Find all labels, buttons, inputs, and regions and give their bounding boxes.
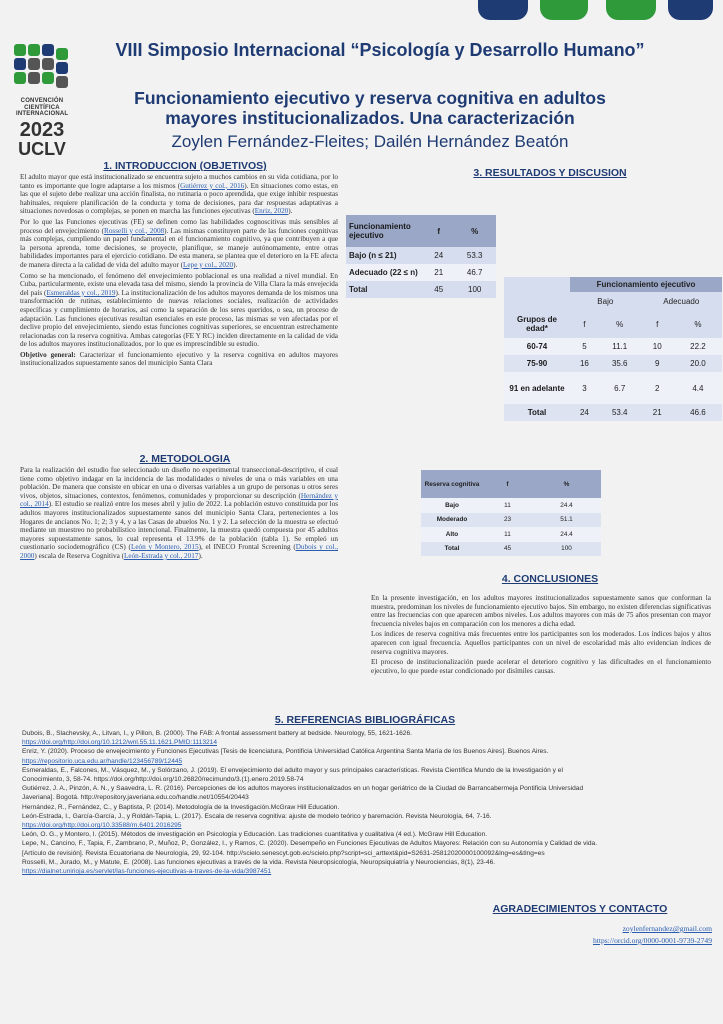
table-row: Total 24 53.4 21 46.6	[504, 404, 722, 421]
reference-line: Esmeraldas, E., Falcones, M., Vásquez, M., y Solórzano, J. (2019). El envejecimiento del adulto mayor y sus principales características. Revista Científica Mundo de la Investigación y el	[22, 766, 563, 774]
event-title: VIII Simposio Internacional “Psicología y Desarrollo Humano”	[115, 40, 645, 60]
intro-body: El adulto mayor que está institucionalizado se encuentra sujeto a muchos cambios en su vida cotidiana, por lo tanto es importante que logre adaptarse a los mismos (Gutiérrez y col., 2016). En situaciones como estas, en las que el sujeto debe realizar una acción finalista, no rutinaria o poco aprendida, que exige inhibir respuestas habituales, requiere planificación de la conducta y toma de decisiones, para dar respuestas adaptativas a situaciones novedosas o complejas, se ponen en marcha las funciones ejecutivas (Enriz, 2020). Por lo que las Funciones ejecutivas (FE) se definen como las habilidades cognoscitivas más sensibles al proceso del envejecimiento (Rosselli y col., 2008). Las mismas constituyen parte de las funciones cognitivas más complejas, cumpliendo un papel fundamental en el funcionamiento cognitivo, ya que contribuyen a que la persona aprenda, tome decisiones, se proyecte, planifique, se maneje autónomamente, entre otras habilidades importantes para el ejercicio cotidiano. De esta manera, se plantea que el deterioro en la FE afecta de manera directa a la calidad de vida del adulto mayor (Lepe y col., 2020). Como se ha mencionado, el fenómeno del envejecimiento poblacional es una realidad a nivel mundial. En Cuba, particularmente, existe una elevada tasa del mismo, siendo la provincia de Villa Clara la más envejecida del país (Esmeraldas y col., 2019). La institucionalización de los adultos mayores demanda de los mismos una transformación de rutinas, establecimiento de nuevas relaciones sociales, realización de actividades específicas y cumplimiento de horarios, así como la separación de los seres queridos, o sea, un proceso de adaptación. Las funciones ejecutivas resultan esenciales en este proceso, las mismas se ven afectadas por el declive propio del envejecimiento, siendo estas funciones cognitivas superiores, se encuentran estrechamente relacionadas con la reserva cognitiva. Ambas categorías (FE Y RC) inciden directamente en la calidad de vida de los adultos mayores institucionalizados, por lo que es imprescindible su estudio. Objetivo general: Caracterizar el funcionamiento ejecutivo y la reserva cognitiva en adultos mayores institucionalizados supuestamente sanos del municipio Santa Clara	[20, 173, 339, 368]
contact-orcid-link[interactable]: https://orcid.org/0000-0001-9739-2749	[592, 936, 712, 945]
poster-title: Funcionamiento ejecutivo y reserva cognitiva en adultos mayores institucionalizados. Una caracterización	[134, 88, 606, 128]
poster-authors: Zoylen Fernández-Fleites; Dailén Hernández Beatón	[171, 132, 569, 151]
reference-line: Gutiérrez, J. A., Pinzón, A. N., y Saavedra, L. R. (2016). Percepciones de los adultos mayores institucionalizados en un hogar geriátrico de la Ciudad de Barrancabermeja Pontificia Universidad	[22, 785, 584, 793]
table-row: Bajo 11 24.4	[421, 498, 601, 513]
ref-link-dubois[interactable]: Dubois y col., 2000	[20, 543, 339, 560]
logo-org: UCLV	[18, 138, 66, 159]
ref-link-lepe[interactable]: Lepe y col., 2020	[183, 260, 234, 269]
reference-line: Conocimiento, 3, 58-74. https://doi.org/http://doi.org/10.26820/recimundo/3.(1).enero.2019.58-74	[22, 776, 304, 784]
reference-line: Javeriana]. Bogotá. http://repository.javeriana.edu.co/handle.net/10554/20443	[22, 794, 249, 802]
table-row: Total 45 100	[346, 281, 496, 298]
conclusions-body: En la presente investigación, en los adultos mayores institucionalizados supuestamente sanos que conforman la muestra, predominan los niveles de funcionamiento ejecutivo bajos. Sin embargo, no existen diferencias significativas entre las frecuencias con que aparecen ambos niveles. Los adultos mayores con más de 75 años presentan con mayor frecuencia niveles bajos en comparación con los menores a dicha edad. Los índices de reserva cognitiva más frecuentes entre los participantes son los moderados. Los índices bajos y altos aparecen con igual frecuencia. Aquellos participantes con un nivel de escolaridad más alto evidencian índices de reserva cognitiva mayores. El proceso de institucionalización puede acelerar el deterioro cognitivo y las dificultades en el funcionamiento ejecutivo, lo que puede estar condicionado por disímiles causas.	[371, 594, 711, 675]
ref-link-esmeraldas[interactable]: Esmeraldas y col., 2019	[46, 288, 116, 297]
table-header-row: Funcionamiento ejecutivo f %	[346, 215, 496, 247]
reference-line: Enriz, Y. (2020). Proceso de envejecimiento y Funciones Ejecutivas [Tesis de licenciatura, Pontificia Universidad Católica Argentina Santa María de los Buenos Aires]. Buenos Aires.	[22, 748, 549, 756]
contact-email-link[interactable]: zoylenfernandez@gmail.com	[622, 924, 712, 933]
ref-link-gutierrez[interactable]: Gutiérrez y col., 2016	[180, 181, 245, 190]
table-row: Adecuado (22 ≤ n) 21 46.7	[346, 264, 496, 281]
contact-heading: AGRADECIMIENTOS Y CONTACTO	[492, 903, 668, 915]
table-header-row: Reserva cognitiva f %	[421, 470, 601, 498]
table-row: Alto 11 24.4	[421, 527, 601, 542]
table-cognitive-reserve	[421, 470, 601, 556]
table-row: Moderado 23 51.1	[421, 513, 601, 528]
table-executive-function	[346, 215, 496, 298]
reference-link[interactable]: https://dialnet.unirioja.es/servlet/las-funciones-ejecutivas-a-traves-de-la-vida/3987451	[22, 868, 272, 876]
top-bar-blue-2	[668, 0, 713, 20]
reference-line: Hernández, R., Fernández, C., y Baptista, P. (2014). Metodología de la Investigación.McGraw Hill Education.	[22, 803, 340, 811]
reference-line: [Artículo de revisión]. Revista Ecuatoriana de Neurología, 29, 92-104. http://scielo.senescyt.gob.ec/scielo.php?script=sci_arttext&pid=S2631-25812020000100092&lng=es&tlng=es	[22, 849, 545, 857]
reference-link[interactable]: https://doi.org/http://doi.org/10.1212/wnl.55.11.1621.PMID:1113214	[22, 739, 218, 747]
ref-link-hernandez[interactable]: Hernández y col., 2014	[20, 491, 338, 509]
objective-text: Caracterizar el funcionamiento ejecutivo y la reserva cognitiva en adultos mayores institucionalizados supuestamente sanos del municipio Santa Clara	[20, 350, 338, 368]
reference-line: Rosselli, M., Jurado, M., y Matute, E. (2008). Las funciones ejecutivas a través de la vida. Revista Neuropsicología, Neuropsiquiatría y Neurociencias, 8(1), 23-46.	[22, 858, 496, 866]
references-heading: 5. REFERENCIAS BIBLIOGRÁFICAS	[274, 714, 456, 726]
reference-line: León, O. G., y Montero, I. (2015). Métodos de investigación en Psicología y Educación. Las tradiciones cuantitativa y cualitativa (4 ed.). McGraw Hill Education.	[22, 831, 488, 839]
reference-link[interactable]: https://repositorio.uca.edu.ar/handle/123456789/12445	[22, 757, 183, 765]
logo-line-3: INTERNACIONAL	[16, 111, 69, 117]
reference-line: Lepe, N., Cancino, F., Tapia, F., Zambrano, P., Muñoz, P., González, I., y Ramos, C. (2020). Desempeño en Funciones Ejecutivas de Adultos Mayores: Relación con su Autonomía y Calidad de vida.	[22, 840, 598, 848]
top-bar-green-1	[540, 0, 588, 20]
table-row: 75-90 16 35.6 9 20.0	[504, 355, 722, 372]
ref-link-leon-montero[interactable]: León y Montero, 2015	[130, 543, 199, 552]
table-header-row: Funcionamiento ejecutivo	[504, 277, 722, 292]
table-row: 60-74 5 11.1 10 22.2	[504, 338, 722, 355]
logo-line-2: CIENTÍFICA	[24, 104, 60, 111]
logo-year: 2023	[19, 118, 65, 141]
intro-heading: 1. INTRODUCCION (OBJETIVOS)	[103, 160, 267, 172]
ref-link-leon-estrada[interactable]: León-Estrada y col., 2017	[123, 551, 199, 560]
results-heading: 3. RESULTADOS Y DISCUSION	[473, 167, 627, 179]
table-row: Bajo (n ≤ 21) 24 53.3	[346, 247, 496, 264]
contact-block	[440, 923, 712, 947]
conclusions-heading: 4. CONCLUSIONES	[501, 573, 599, 585]
table-header-row: Bajo Adecuado	[504, 292, 722, 310]
event-logo-text	[16, 98, 68, 158]
objective-label: Objetivo general:	[20, 350, 76, 359]
ref-link-rosselli[interactable]: Rosselli y col., 2008	[104, 226, 165, 235]
table-executive-function-by-age	[504, 277, 722, 421]
method-heading: 2. METODOLOGIA	[139, 453, 231, 465]
reference-link[interactable]: https://doi.org/http://doi.org/10.33588/rn.6401.2016295	[22, 822, 182, 830]
reference-line: Dubois, B., Slachevsky, A., Litvan, I., y Pillon, B. (2000). The FAB: A frontal assessment battery at bedside. Neurology, 55, 1621-1626.	[22, 730, 412, 737]
table-row: Total 45 100	[421, 542, 601, 557]
reference-line: León-Estrada, I., García-García, J., y Roldán-Tapia, L. (2017). Escala de reserva cognitiva: ajuste de modelo teórico y baremación. Revista Neurología, 64, 7-16.	[22, 812, 492, 820]
table-row: 91 en adelante 3 6.7 2 4.4	[504, 372, 722, 404]
top-bar-blue-1	[478, 0, 528, 20]
logo-line-1: CONVENCIÓN	[20, 98, 64, 104]
references-list	[22, 729, 712, 876]
method-body: Para la realización del estudio fue seleccionado un diseño no experimental transeccional-descriptivo, el cual tiene como objetivo indagar en la incidencia de las modalidades o niveles de una o más variables en una población. De manera que consiste en ubicar en una o diversas variables a un grupo de personas u otros seres vivos, objetos, situaciones, contextos, fenómenos, comunidades y proporcionar su descripción (Hernández y col., 2014). El estudio se realizó entre los meses abril y julio de 2022. La población estuvo constituida por los adultos mayores institucionalizados supuestamente sanos del municipio Santa Clara, pertenecientes a los Hogares de ancianos No. 1; 2; 3 y 4, y a las Casas de abuelos No. 1 y 2. La selección de la muestra se efectuó mediante un muestreo no probabilístico intencional. Finalmente, la muestra quedó compuesta por 45 adultos mayores supuestamente sanos, lo cual representa el 13.9% de la población (tabla 1). Se empleó un cuestionario sociodemográfico (CS) (León y Montero, 2015), el INECO Frontal Screening (Dubois y col., 2000) escala de Reserva Cognitiva (León-Estrada y col., 2017).	[20, 466, 339, 560]
table-header-row: Grupos de edad* f % f %	[504, 310, 722, 338]
ref-link-enriz[interactable]: Enriz, 2020	[254, 207, 289, 216]
top-bar-green-2	[606, 0, 656, 20]
